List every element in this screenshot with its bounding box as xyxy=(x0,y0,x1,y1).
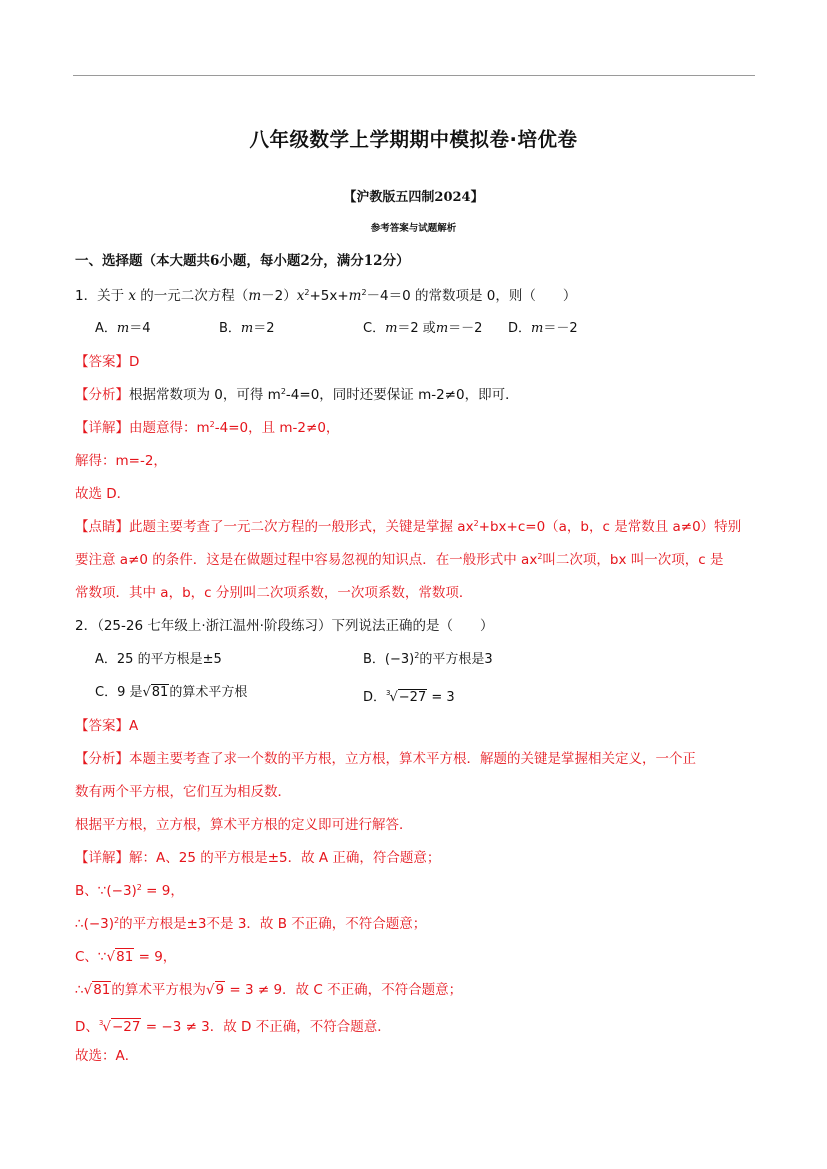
q2-option-b: B．$(-3)^2$的平方根是3 xyxy=(363,651,493,667)
q1-comment-line-2: 要注意 a≠0 的条件．这是在做题过程中容易忽视的知识点．在一般形式中 $ax^2$叫二次项，bx 叫一次项，c 是 xyxy=(75,552,724,568)
page-title: 八年级数学上学期期中模拟卷·培优卷 xyxy=(249,128,578,151)
q2-analysis-line-2: 数有两个平方根，它们互为相反数． xyxy=(75,784,291,800)
q2-stem: 2．（25-26 七年级上·浙江温州·阶段练习）下列说法正确的是（ ） xyxy=(75,618,494,634)
q2-detail-b2: $\therefore(-3)^2$的平方根是±3不是 3．故 B 不正确，不符合题意； xyxy=(75,916,427,932)
q2-detail-c1: C、∵√81 = 9， xyxy=(75,949,177,965)
q2-detail-c2: ∴√81的算术平方根为√9 = 3 ≠ 9．故 C 不正确，不符合题意； xyxy=(75,982,463,998)
q1-solve: 解得：m=-2， xyxy=(75,453,167,469)
q2-answer: 【答案】A xyxy=(75,718,139,734)
q1-comment-line-1: 【点睛】此题主要考查了一元二次方程的一般形式，关键是掌握 $ax^2+bx+c=0(a$，b，c 是常数且 a≠0）特别 xyxy=(75,519,742,535)
q2-detail-b1: B、$\because(-3)^2 = 9$， xyxy=(75,883,184,899)
q1-option-a: A．m＝4 xyxy=(95,321,151,336)
q1-answer: 【答案】D xyxy=(75,354,140,370)
header-rule xyxy=(73,75,755,76)
q1-stem: 1．关于 x 的一元二次方程$(m-2)x^2+5x+m^2-4=0$ 的常数项是 0，则（ ） xyxy=(75,288,577,304)
answer-key-subtitle: 参考答案与试题解析 xyxy=(370,223,457,234)
q1-choose: 故选 D． xyxy=(75,486,131,502)
q2-analysis-line-1: 【分析】本题主要考查了求一个数的平方根，立方根，算术平方根．解题的关键是掌握相关定义，一个正 xyxy=(75,751,696,767)
q2-option-c: C．9 是√81的算术平方根 xyxy=(95,685,248,700)
q1-option-d: D．m＝－2 xyxy=(508,321,578,336)
q2-detail-a: 【详解】解：A、25 的平方根是±5．故 A 正确，符合题意； xyxy=(75,850,441,866)
q1-analysis: 【分析】根据常数项为 0，可得 $m^2-4=0$，同时还要保证 m-2≠0，即可． xyxy=(75,387,519,403)
q2-option-d: D．$^3$√−27 = 3 xyxy=(363,689,455,705)
q2-choose: 故选：A． xyxy=(75,1048,139,1064)
q2-detail-d: D、$^3$√−27 = −3 ≠ 3．故 D 不正确，不符合题意． xyxy=(75,1019,391,1035)
section-heading: 一、选择题（本大题共6小题，每小题2分，满分12分） xyxy=(75,253,410,269)
q2-analysis-line-3: 根据平方根，立方根，算术平方根的定义即可进行解答． xyxy=(75,817,413,833)
q1-comment-line-3: 常数项．其中 a，b，c 分别叫二次项系数，一次项系数，常数项． xyxy=(75,585,473,601)
q1-option-b: B．m＝2 xyxy=(219,321,275,336)
q1-detail: 【详解】由题意得：$m^2-4=0$，且 m-2≠0， xyxy=(75,420,340,436)
edition-label: 【沪教版五四制2024】 xyxy=(343,190,484,205)
q2-option-a: A．25 的平方根是±5 xyxy=(95,652,222,667)
q1-option-c: C．m＝2 或m＝－2 xyxy=(363,321,483,336)
